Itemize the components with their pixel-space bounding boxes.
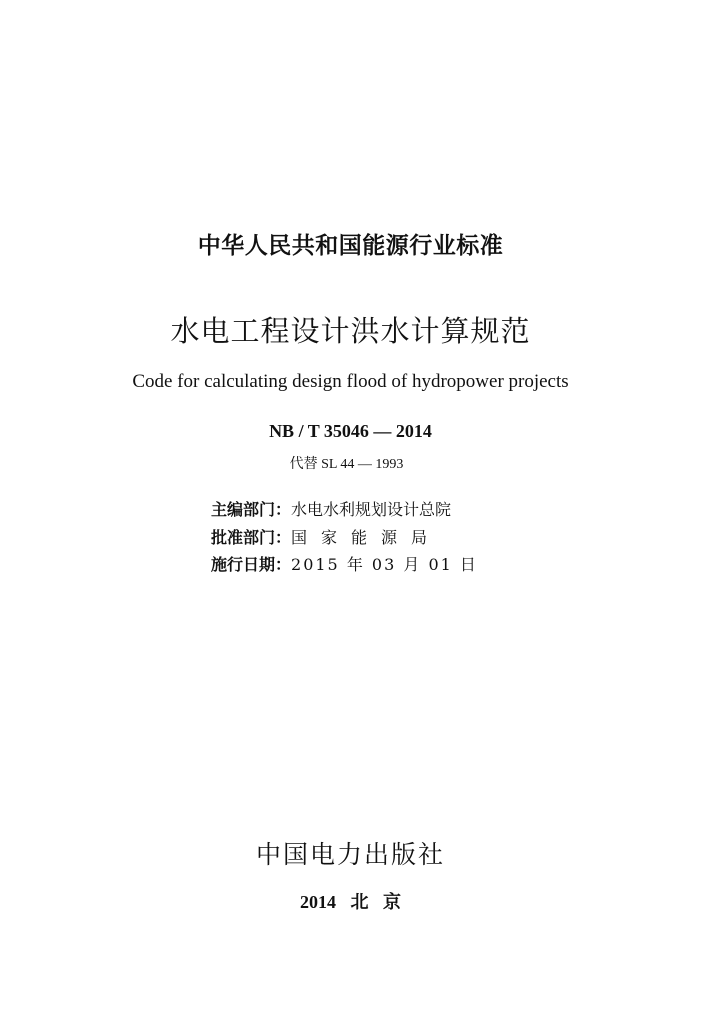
effective-date-label: 施行日期： [211,555,292,574]
approval-department-value: 国家能源局 [291,528,442,547]
effective-date-value: 2015 年 03 月 01 日 [291,555,478,574]
editor-department-row [211,497,451,520]
publication-year-place: 2014 北 京 [300,892,401,912]
document-title-english: Code for calculating design flood of hydropower projects [132,371,569,392]
approval-department-row [211,525,441,548]
replaced-standard: 代替 SL 44 — 1993 [289,457,404,472]
editor-department-label: 主编部门： [211,500,292,519]
editor-department-value: 水电水利规划设计总院 [291,500,452,519]
standard-series-title: 中华人民共和国能源行业标准 [197,233,504,259]
publisher-name: 中国电力出版社 [255,840,445,869]
effective-date-row [211,552,478,575]
approval-department-label: 批准部门： [211,528,292,547]
document-title-chinese: 水电工程设计洪水计算规范 [170,314,531,348]
standard-number: NB / T 35046 — 2014 [269,421,432,441]
